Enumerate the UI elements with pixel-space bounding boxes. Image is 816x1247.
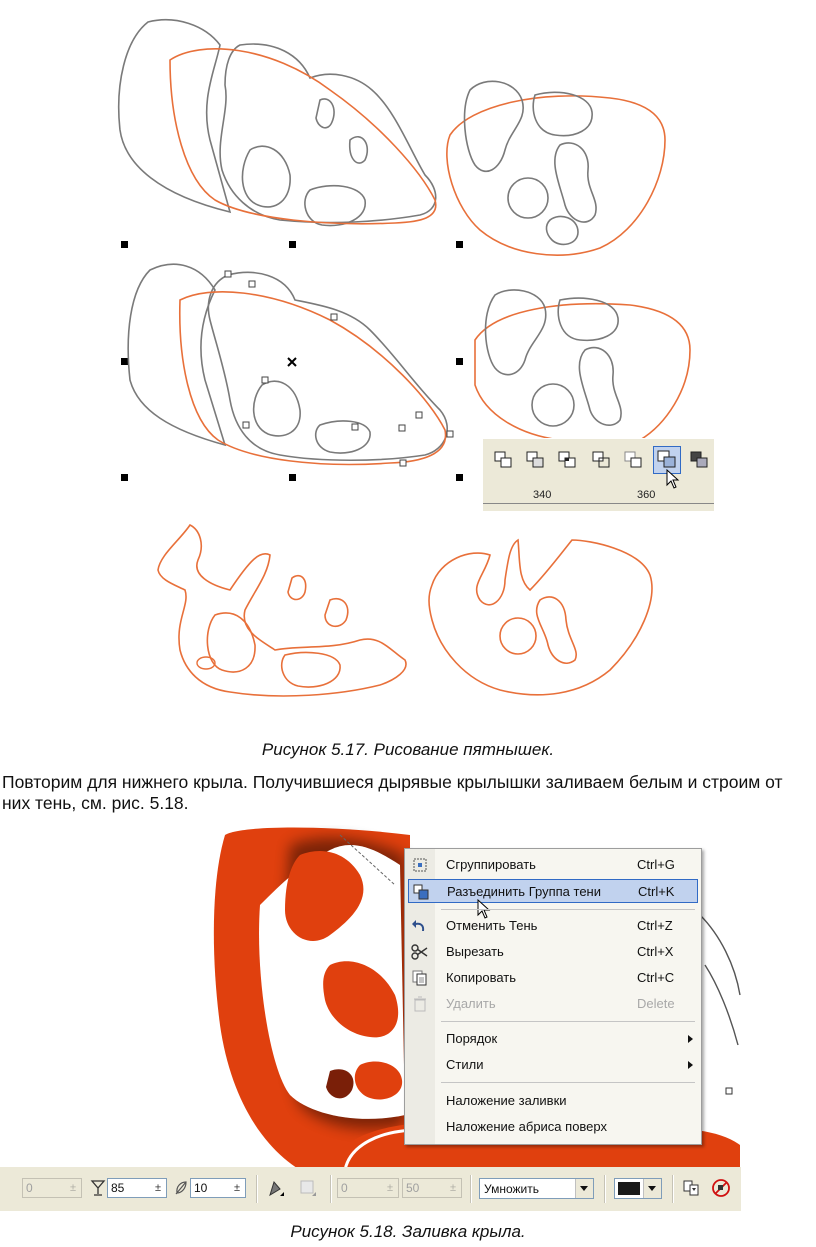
shadow-property-bar	[0, 1167, 741, 1211]
copy-shadow-properties-icon[interactable]	[681, 1178, 701, 1198]
ruler-label-340: 340	[533, 489, 552, 501]
field-value: 50	[406, 1181, 420, 1195]
wing5-hole-4	[282, 652, 340, 687]
menu-item-cut[interactable]	[405, 940, 701, 964]
spinner-icon[interactable]: ±	[449, 1182, 457, 1194]
toolbar-divider	[604, 1175, 606, 1203]
wing-gray-hole-3	[316, 99, 334, 128]
menu-item-label: Наложение абриса поверх	[446, 1119, 607, 1134]
wing-gray-hole-2	[305, 186, 365, 226]
menu-item-label: Копировать	[446, 970, 516, 985]
group-icon	[411, 856, 429, 874]
toolbar-divider	[672, 1175, 674, 1203]
blend-mode-select[interactable]	[479, 1178, 594, 1199]
menu-item-order[interactable]	[405, 1027, 701, 1051]
clear-shadow-icon[interactable]	[711, 1178, 731, 1198]
wing2-gray-spot-1	[465, 81, 524, 171]
menu-item-label: Вырезать	[446, 944, 504, 959]
menu-item-label: Стили	[446, 1057, 484, 1072]
wing4-gray-spot-3	[579, 348, 621, 426]
chevron-down-icon[interactable]	[575, 1179, 593, 1198]
shadow-fade-field[interactable]	[337, 1178, 399, 1198]
shadow-color-swatch	[618, 1182, 640, 1195]
trash-icon	[411, 995, 429, 1013]
field-value: 0	[341, 1181, 348, 1195]
wing6-orange-cutout	[429, 540, 652, 695]
wing5-hole-2	[325, 599, 348, 627]
menu-item-shortcut: Ctrl+Z	[637, 918, 673, 933]
wing4-gray-circle	[532, 384, 574, 426]
wing5-hole-5	[197, 657, 215, 669]
wing3-orange-outline	[180, 292, 446, 465]
menu-separator	[441, 1082, 695, 1083]
menu-item-label: Удалить	[446, 996, 496, 1011]
spinner-icon[interactable]: ±	[69, 1182, 77, 1194]
wing-gray-spots	[220, 44, 436, 222]
menu-item-undo-shadow[interactable]	[405, 914, 701, 938]
front-minus-back-icon[interactable]	[621, 448, 645, 472]
spinner-icon[interactable]: ±	[154, 1182, 162, 1194]
menu-item-overprint-outline[interactable]	[405, 1115, 701, 1139]
figure-caption-5-18: Рисунок 5.18. Заливка крыла.	[290, 1222, 526, 1241]
field-value: 85	[111, 1181, 125, 1195]
toolbar-divider	[256, 1175, 258, 1203]
wing4-orange-outline	[475, 304, 690, 440]
wing6-hole-circle	[500, 618, 536, 654]
wing-gray-hole-4	[350, 137, 368, 163]
context-menu	[404, 848, 702, 1145]
boundary-icon[interactable]	[687, 448, 711, 472]
mouse-cursor-icon	[666, 469, 682, 491]
menu-item-styles[interactable]	[405, 1053, 701, 1077]
menu-item-label: Разъединить Группа тени	[447, 884, 601, 899]
submenu-arrow-icon	[688, 1061, 693, 1069]
menu-item-group[interactable]	[405, 853, 701, 877]
chevron-down-icon[interactable]	[643, 1179, 661, 1198]
break-apart-icon	[412, 883, 430, 901]
menu-item-shortcut: Ctrl+C	[637, 970, 675, 985]
ruler	[483, 503, 714, 512]
opacity-icon	[88, 1178, 108, 1198]
node-handles	[225, 271, 453, 466]
wing5-hole-1	[288, 576, 306, 600]
wing2-gray-spot-3	[555, 143, 596, 222]
wing2-gray-spot-4	[546, 216, 578, 244]
wing2-gray-circle	[508, 178, 548, 218]
figure-caption-5-17: Рисунок 5.17. Рисование пятнышек.	[261, 740, 555, 759]
feather-edges-icon[interactable]	[298, 1178, 318, 1198]
wing3-gray-hole	[254, 381, 301, 436]
menu-separator	[441, 909, 695, 910]
toolbar-divider	[330, 1175, 332, 1203]
shadow-angle-field[interactable]	[22, 1178, 82, 1198]
field-value: 0	[26, 1181, 33, 1195]
menu-item-label: Отменить Тень	[446, 918, 538, 933]
wing-gray-hole-1	[242, 146, 290, 207]
simplify-icon[interactable]	[589, 448, 613, 472]
spinner-icon[interactable]: ±	[233, 1182, 241, 1194]
spinner-icon[interactable]: ±	[386, 1182, 394, 1194]
intersect-icon[interactable]	[555, 448, 579, 472]
feather-icon	[171, 1178, 191, 1198]
ruler-label-360: 360	[637, 489, 656, 501]
menu-separator	[441, 1021, 695, 1022]
menu-item-delete[interactable]	[405, 992, 701, 1016]
menu-item-label: Сгруппировать	[446, 857, 536, 872]
trim-icon[interactable]	[523, 448, 547, 472]
body-paragraph: Повторим для нижнего крыла. Получившиеся дырявые крылышки заливаем белым и строим от них тень, см. рис. 5.18.	[2, 772, 783, 813]
menu-item-shortcut: Delete	[637, 996, 675, 1011]
feather-direction-icon[interactable]	[266, 1178, 286, 1198]
menu-item-shortcut: Ctrl+X	[637, 944, 674, 959]
shadow-color-picker[interactable]	[614, 1178, 662, 1199]
select-value: Умножить	[484, 1182, 539, 1196]
weld-icon[interactable]	[491, 448, 515, 472]
wing4-gray-spot-1	[486, 290, 546, 375]
field-value: 10	[194, 1181, 208, 1195]
menu-item-overprint-fill[interactable]	[405, 1089, 701, 1113]
submenu-arrow-icon	[688, 1035, 693, 1043]
shadow-opacity-field[interactable]	[107, 1178, 167, 1198]
scissors-icon	[411, 943, 429, 961]
shadow-feathering-field[interactable]	[190, 1178, 246, 1198]
menu-item-shortcut: Ctrl+K	[638, 884, 675, 899]
wing6-hole-1	[537, 597, 577, 663]
copy-icon	[411, 969, 429, 987]
menu-item-copy[interactable]	[405, 966, 701, 990]
shadow-stretch-field[interactable]	[402, 1178, 462, 1198]
center-marker	[288, 358, 296, 366]
toolbar-divider	[470, 1175, 472, 1203]
menu-item-label: Порядок	[446, 1031, 498, 1046]
shaping-toolbar	[483, 438, 714, 511]
undo-icon	[411, 917, 429, 935]
menu-item-shortcut: Ctrl+G	[637, 857, 675, 872]
menu-item-label: Наложение заливки	[446, 1093, 567, 1108]
wing2-gray-spot-2	[533, 92, 592, 135]
menu-item-break-apart-shadow-group[interactable]	[408, 879, 698, 903]
wing3-gray-hole-2	[316, 421, 370, 453]
wing3-gray-spots	[208, 272, 447, 460]
